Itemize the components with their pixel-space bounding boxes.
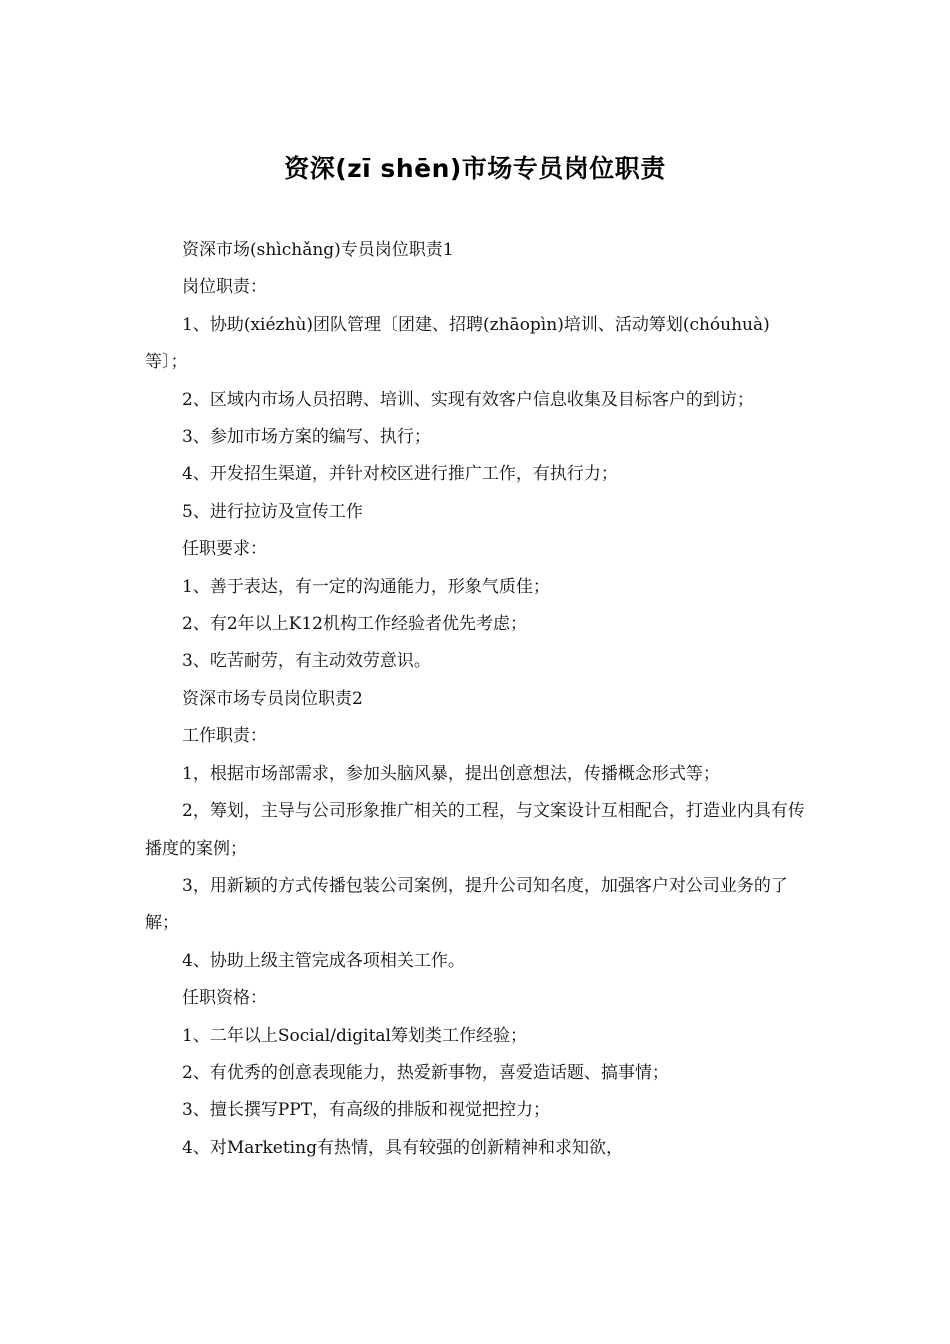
list-item: 3、参加市场方案的编写、执行； <box>182 427 431 448</box>
list-item: 2、区域内市场人员招聘、培训、实现有效客户信息收集及目标客户的到访； <box>182 389 754 410</box>
list-item: 5、进行拉访及宣传工作 <box>182 501 363 522</box>
list-item: 2，筹划，主导与公司形象推广相关的工程，与文案设计互相配合，打造业内具有传播度的案例； <box>145 801 805 859</box>
list-item: 1，根据市场部需求，参加头脑风暴，提出创意想法，传播概念形式等； <box>182 763 720 784</box>
list-item: 3，用新颖的方式传播包装公司案例，提升公司知名度，加强客户对公司业务的了解； <box>145 875 788 934</box>
document-body <box>145 232 810 1167</box>
subheading-qualifications: 任职资格： <box>182 988 267 1009</box>
list-item: 4、对Marketing有热情，具有较强的创新精神和求知欲， <box>182 1137 623 1158</box>
list-item: 2、有优秀的创意表现能力，热爱新事物，喜爱造话题、搞事情； <box>182 1062 669 1083</box>
subheading-duties: 岗位职责： <box>182 277 267 298</box>
list-item: 4、协助上级主管完成各项相关工作。 <box>182 950 465 971</box>
document-title: 资深(zī shēn)市场专员岗位职责 <box>284 154 666 183</box>
list-item: 3、吃苦耐劳，有主动效劳意识。 <box>182 651 431 672</box>
section-heading-1: 资深市场(shìchǎng)专员岗位职责1 <box>182 240 454 260</box>
list-item: 1、协助(xiézhù)团队管理〔团建、招聘(zhāopìn)培训、活动筹划(chóuhuà)等〕； <box>145 314 770 373</box>
list-item: 2、有2年以上K12机构工作经验者优先考虑； <box>182 614 527 635</box>
subheading-work-duties: 工作职责： <box>182 726 267 747</box>
list-item: 4、开发招生渠道，并针对校区进行推广工作，有执行力； <box>182 464 618 485</box>
list-item: 1、善于表达，有一定的沟通能力，形象气质佳； <box>182 576 550 597</box>
section-heading-2: 资深市场专员岗位职责2 <box>182 688 363 709</box>
list-item: 3、擅长撰写PPT，有高级的排版和视觉把控力； <box>182 1100 551 1121</box>
subheading-requirements: 任职要求： <box>182 539 267 560</box>
list-item: 1、二年以上Social/digital筹划类工作经验； <box>182 1025 527 1046</box>
